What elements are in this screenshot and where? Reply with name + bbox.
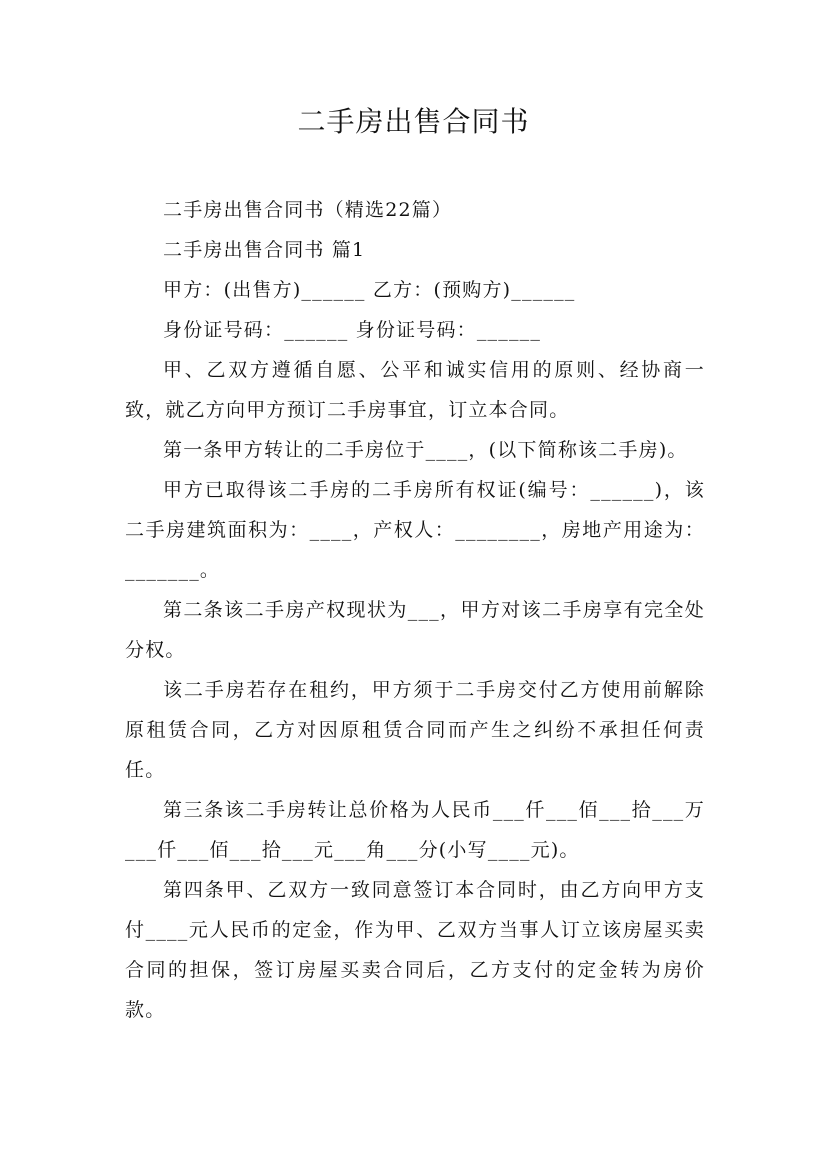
paragraph-section-heading: 二手房出售合同书 篇1 xyxy=(163,239,366,261)
paragraph-subtitle: 二手房出售合同书（精选22篇） xyxy=(163,199,453,221)
paragraph-lease: 该二手房若存在租约，甲方须于二手房交付乙方使用前解除原租赁合同，乙方对因原租赁合同而产生之纠纷不承担任何责任。 xyxy=(125,679,705,781)
document-body xyxy=(125,190,705,1030)
paragraph-article-1: 第一条甲方转让的二手房位于____，(以下简称该二手房)。 xyxy=(163,439,688,461)
paragraph-parties: 甲方：(出售方)______ 乙方：(预购方)______ xyxy=(163,279,576,301)
paragraph-preamble: 甲、乙双方遵循自愿、公平和诚实信用的原则、经协商一致，就乙方向甲方预订二手房事宜，订立本合同。 xyxy=(125,359,705,421)
paragraph-id-numbers: 身份证号码：______ 身份证号码：______ xyxy=(163,319,542,341)
paragraph-ownership-certificate: 甲方已取得该二手房的二手房所有权证(编号：______)，该二手房建筑面积为：____，产权人：________，房地产用途为：_______。 xyxy=(125,479,705,581)
document-title: 二手房出售合同书 xyxy=(297,105,530,138)
paragraph-article-3: 第三条该二手房转让总价格为人民币___仟___佰___拾___万___仟___佰___拾___元___角___分(小写____元)。 xyxy=(125,799,705,861)
paragraph-article-2: 第二条该二手房产权现状为___，甲方对该二手房享有完全处分权。 xyxy=(125,599,705,661)
paragraph-article-4: 第四条甲、乙双方一致同意签订本合同时，由乙方向甲方支付____元人民币的定金，作为甲、乙双方当事人订立该房屋买卖合同的担保，签订房屋买卖合同后，乙方支付的定金转为房价款。 xyxy=(125,879,705,1021)
